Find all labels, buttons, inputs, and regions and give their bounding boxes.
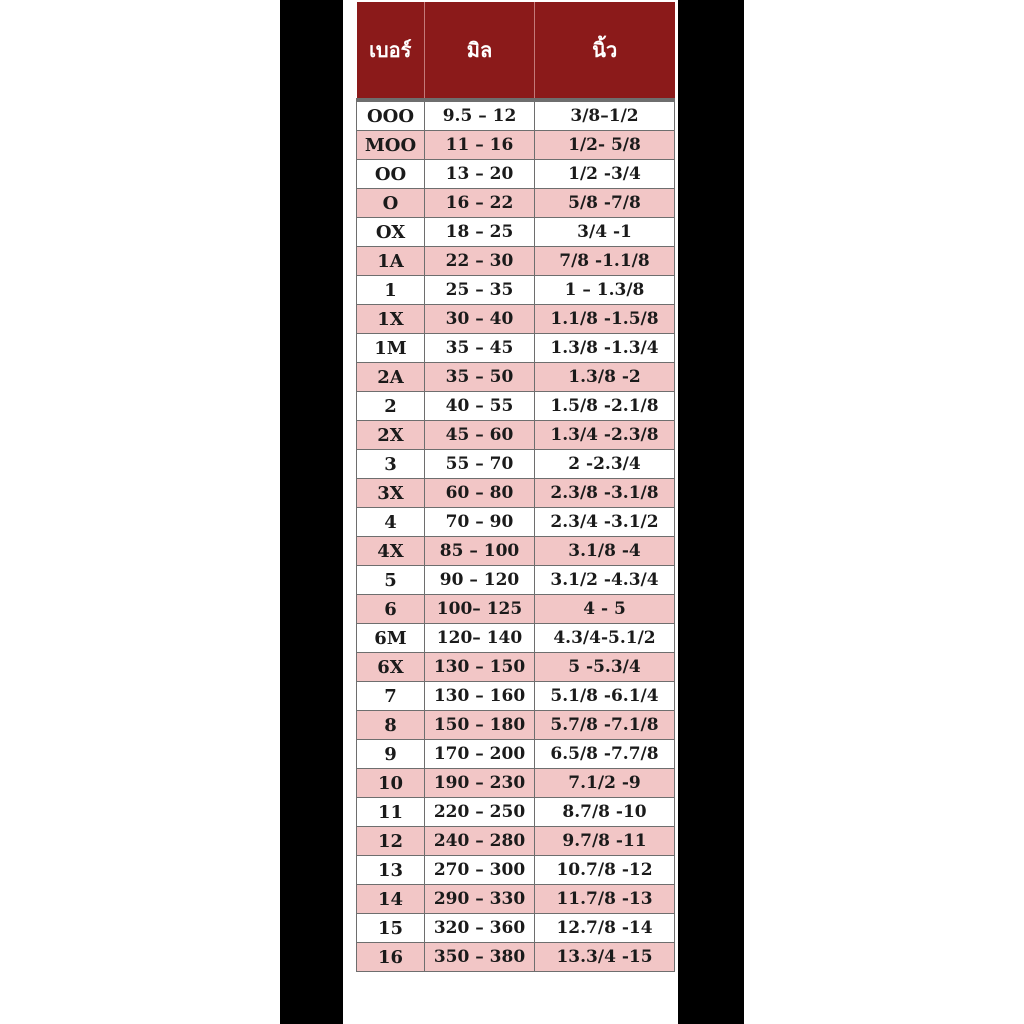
cell-size-number: 11: [357, 798, 425, 827]
table-row: [357, 305, 675, 334]
cell-inches: 5.1/8 -6.1/4: [535, 682, 675, 711]
table-row: [357, 885, 675, 914]
cell-millimeters: 270 – 300: [425, 856, 535, 885]
cell-size-number: 1M: [357, 334, 425, 363]
table-row: [357, 769, 675, 798]
cell-size-number: 6X: [357, 653, 425, 682]
cell-millimeters: 60 – 80: [425, 479, 535, 508]
cell-size-number: 3: [357, 450, 425, 479]
cell-millimeters: 16 – 22: [425, 189, 535, 218]
cell-size-number: 9: [357, 740, 425, 769]
table-row: [357, 131, 675, 160]
header-row: [357, 2, 675, 100]
table-row: [357, 363, 675, 392]
cell-inches: 3/8–1/2: [535, 100, 675, 131]
cell-inches: 1.5/8 -2.1/8: [535, 392, 675, 421]
cell-millimeters: 290 – 330: [425, 885, 535, 914]
table-row: [357, 160, 675, 189]
cell-inches: 1/2- 5/8: [535, 131, 675, 160]
cell-size-number: 14: [357, 885, 425, 914]
cell-millimeters: 170 – 200: [425, 740, 535, 769]
cell-inches: 3.1/8 -4: [535, 537, 675, 566]
cell-millimeters: 130 – 160: [425, 682, 535, 711]
cell-millimeters: 130 – 150: [425, 653, 535, 682]
cell-size-number: 16: [357, 943, 425, 972]
cell-inches: 2.3/8 -3.1/8: [535, 479, 675, 508]
cell-millimeters: 35 – 50: [425, 363, 535, 392]
cell-inches: 1.3/4 -2.3/8: [535, 421, 675, 450]
cell-millimeters: 220 – 250: [425, 798, 535, 827]
cell-size-number: 10: [357, 769, 425, 798]
cell-millimeters: 9.5 – 12: [425, 100, 535, 131]
table-row: [357, 508, 675, 537]
cell-millimeters: 11 – 16: [425, 131, 535, 160]
table-row: [357, 566, 675, 595]
cell-size-number: OOO: [357, 100, 425, 131]
cell-size-number: 13: [357, 856, 425, 885]
cell-millimeters: 100– 125: [425, 595, 535, 624]
cell-size-number: 12: [357, 827, 425, 856]
cell-millimeters: 18 – 25: [425, 218, 535, 247]
table-row: [357, 856, 675, 885]
cell-millimeters: 25 – 35: [425, 276, 535, 305]
cell-millimeters: 240 – 280: [425, 827, 535, 856]
table-row: [357, 798, 675, 827]
cell-inches: 2 -2.3/4: [535, 450, 675, 479]
cell-inches: 6.5/8 -7.7/8: [535, 740, 675, 769]
cell-inches: 7/8 -1.1/8: [535, 247, 675, 276]
cell-inches: 3/4 -1: [535, 218, 675, 247]
cell-size-number: 15: [357, 914, 425, 943]
cell-millimeters: 22 – 30: [425, 247, 535, 276]
cell-inches: 1/2 -3/4: [535, 160, 675, 189]
cell-inches: 4.3/4-5.1/2: [535, 624, 675, 653]
cell-size-number: 4: [357, 508, 425, 537]
table-row: [357, 653, 675, 682]
cell-inches: 4 - 5: [535, 595, 675, 624]
cell-size-number: 1X: [357, 305, 425, 334]
cell-size-number: OX: [357, 218, 425, 247]
cell-size-number: 8: [357, 711, 425, 740]
cell-size-number: MOO: [357, 131, 425, 160]
table-row: [357, 450, 675, 479]
cell-size-number: 4X: [357, 537, 425, 566]
table-row: [357, 479, 675, 508]
table-body: [357, 100, 675, 972]
cell-millimeters: 45 – 60: [425, 421, 535, 450]
cell-inches: 7.1/2 -9: [535, 769, 675, 798]
cell-size-number: 5: [357, 566, 425, 595]
size-chart-table: [356, 2, 675, 972]
cell-size-number: 3X: [357, 479, 425, 508]
cell-millimeters: 35 – 45: [425, 334, 535, 363]
table-row: [357, 247, 675, 276]
header-millimeters: มิล: [425, 2, 535, 100]
table-row: [357, 595, 675, 624]
cell-inches: 12.7/8 -14: [535, 914, 675, 943]
cell-size-number: 2A: [357, 363, 425, 392]
cell-millimeters: 13 – 20: [425, 160, 535, 189]
cell-inches: 5/8 -7/8: [535, 189, 675, 218]
cell-inches: 10.7/8 -12: [535, 856, 675, 885]
cell-size-number: 6M: [357, 624, 425, 653]
cell-millimeters: 30 – 40: [425, 305, 535, 334]
cell-size-number: 1A: [357, 247, 425, 276]
cell-millimeters: 40 – 55: [425, 392, 535, 421]
cell-inches: 3.1/2 -4.3/4: [535, 566, 675, 595]
cell-inches: 1 – 1.3/8: [535, 276, 675, 305]
table-row: [357, 100, 675, 131]
cell-millimeters: 320 – 360: [425, 914, 535, 943]
table-row: [357, 827, 675, 856]
cell-inches: 9.7/8 -11: [535, 827, 675, 856]
table-row: [357, 914, 675, 943]
cell-size-number: O: [357, 189, 425, 218]
table-row: [357, 392, 675, 421]
cell-size-number: 7: [357, 682, 425, 711]
cell-millimeters: 70 – 90: [425, 508, 535, 537]
cell-millimeters: 90 – 120: [425, 566, 535, 595]
cell-inches: 1.3/8 -1.3/4: [535, 334, 675, 363]
cell-millimeters: 190 – 230: [425, 769, 535, 798]
cell-inches: 5.7/8 -7.1/8: [535, 711, 675, 740]
cell-inches: 5 -5.3/4: [535, 653, 675, 682]
table-row: [357, 421, 675, 450]
cell-inches: 1.3/8 -2: [535, 363, 675, 392]
cell-inches: 1.1/8 -1.5/8: [535, 305, 675, 334]
cell-millimeters: 350 – 380: [425, 943, 535, 972]
cell-size-number: 2X: [357, 421, 425, 450]
table-row: [357, 624, 675, 653]
cell-millimeters: 120– 140: [425, 624, 535, 653]
header-inches: นิ้ว: [535, 2, 675, 100]
cell-inches: 2.3/4 -3.1/2: [535, 508, 675, 537]
cell-millimeters: 55 – 70: [425, 450, 535, 479]
table-row: [357, 276, 675, 305]
cell-inches: 13.3/4 -15: [535, 943, 675, 972]
cell-size-number: 2: [357, 392, 425, 421]
cell-millimeters: 150 – 180: [425, 711, 535, 740]
table-row: [357, 682, 675, 711]
table-row: [357, 740, 675, 769]
header-size-number: เบอร์: [357, 2, 425, 100]
table-row: [357, 537, 675, 566]
cell-size-number: 1: [357, 276, 425, 305]
cell-millimeters: 85 – 100: [425, 537, 535, 566]
table-row: [357, 189, 675, 218]
table-row: [357, 334, 675, 363]
table-row: [357, 943, 675, 972]
cell-size-number: 6: [357, 595, 425, 624]
table-row: [357, 218, 675, 247]
cell-inches: 11.7/8 -13: [535, 885, 675, 914]
table-row: [357, 711, 675, 740]
cell-inches: 8.7/8 -10: [535, 798, 675, 827]
cell-size-number: OO: [357, 160, 425, 189]
